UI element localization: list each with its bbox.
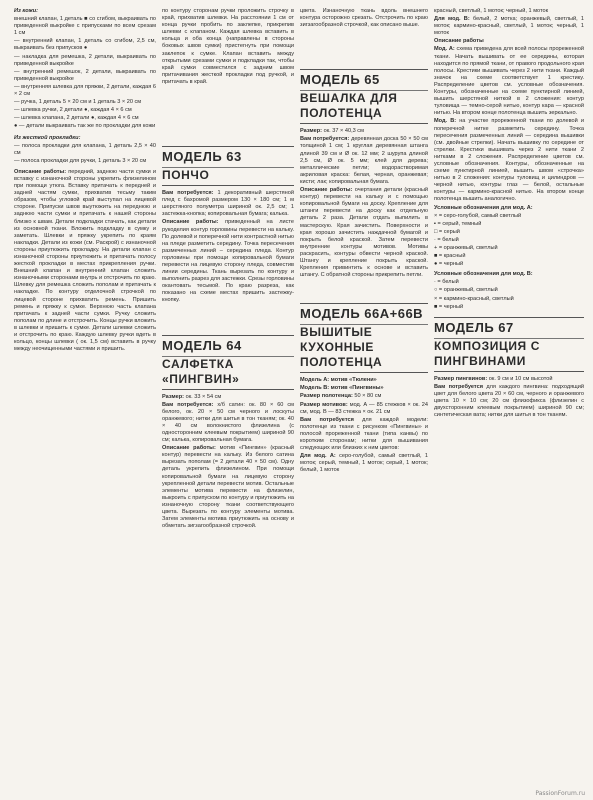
- need-value: для каждой модели: полотенце из ткани с рисунком «Пингвины» и полосой прореженной ткани (типа канвы) по коротким сторонам; нитки для вышивания следующих или близких к ним цветов:: [300, 416, 428, 452]
- model-65-heading: [300, 69, 428, 124]
- list-item: — полоса прокладки для клапана, 1 деталь 2,5 × 40 см: [14, 142, 156, 156]
- work-b-label: Мод. В:: [434, 118, 457, 125]
- work-label: Описание работы:: [14, 168, 67, 175]
- legend-item: ▪ = серый, темный: [434, 220, 482, 227]
- list-item: — накладка для ремешка, 2 детали, выкраивать по приведенной выкройке: [14, 53, 156, 67]
- outer-material-label: Из кожи:: [14, 8, 39, 14]
- size-label: Размер:: [162, 393, 185, 400]
- legend-item: □ = серый: [434, 228, 460, 235]
- need-value: для каждого пингвина: подходящий цвет для белого цвета 20 × 60 см, черного и оранжевого цвета 10 × 10 см; 20 см флизофикса (флизелин с двухсторонним клеевым покрытием) шириной 90 см; синтетическая вата; нитки для шитья в тон тканям.: [434, 383, 584, 419]
- work-a-text: схема приведена для всей полосы прореженной ткани. Начать вышивать от ее середины, которая находится по прямой ткани, от правого продольного края полосы. Крестики вышивать через 2 нити ткани. Каждый значок на схеме соответствует 1 крестику. Распределение цветов см. условные обозначения. Контуры, обозначенные на схеме пунктирной линией, вышить шерстяной ниткой в 2 сложения: контур туловища — темно-серой нитью, контур кара — красной нитью. На втором конце полотенца вышить зеркально.: [434, 46, 584, 117]
- size-value: 50 × 80 см: [354, 393, 382, 400]
- list-item: — внутренняя шлевка для пряжки, 2 детали, каждая 6 × 2 см: [14, 83, 156, 98]
- model-b-label: Для мод. В:: [434, 16, 470, 23]
- legend-item: · = белый: [434, 279, 459, 286]
- need-text: [162, 402, 294, 445]
- need-text: [162, 190, 294, 218]
- work-a: [434, 46, 584, 117]
- legend-item: ● = черный: [434, 261, 464, 268]
- legend-title: Условные обозначения для мод. А:: [434, 204, 533, 211]
- need-text: [300, 136, 428, 186]
- work-description: [162, 219, 294, 304]
- legend-item: × = серо-голубой, самый светлый: [434, 212, 522, 219]
- work-b: [434, 118, 584, 203]
- work-text: мотив «Пингвин» (красный контур) перевести на кальку. Из белого сатина вырезать пополам (= 2 детали 40 × 50 см). Одну деталь укрепить флизелином. При помощи копировальной бумаги на лицевую сторону укрепленной детали перевести мотив. Остальные элементы мотива перевести на флизелин, выкроить с припуском по контуру и приутюжить на изнаночную сторону ткани соответствующего цвета. Вырезать по контуру элементы мотива. Затем элементы мотива приутюжить на основу и обметать зигзагообразной строчкой.: [162, 445, 294, 530]
- column-3: [300, 8, 428, 800]
- work-a-label: Мод. А:: [434, 46, 455, 53]
- size-text: [162, 394, 294, 401]
- need-label: Вам потребуется:: [162, 401, 214, 408]
- outer-material-list: [14, 16, 156, 130]
- work-b-text: на участке прореженной ткани по долевой и поперечной нитке разметить середину. Точка пересечения размеченных линий — середина вышивки (см. двойные стрелки). Начать вышивку по середине от стрелки. Крестики вышивать через 2 нити ткани 2 нитками в 2 сложения. Распределение цветов см. условные обозначения. Контуры, обозначенные на схеме пунктирной линией, вышить швом «строчка» нитью в 2 сложения: контуры туловищ и цилиндров — черной нитью, контуры глаз — белой, остальные контуры — кармино-красной нитью. На втором конце полотенца вышить аналогично.: [434, 118, 584, 203]
- size-value: ок. 33 × 54 см: [185, 393, 222, 400]
- list-item: — внутренний ремешок, 2 детали, выкраивать по приведенной выкройке: [14, 68, 156, 82]
- model-title: ВЕШАЛКА ДЛЯ ПОЛОТЕНЦА: [300, 91, 398, 121]
- legend-item: ■ = черный: [434, 303, 464, 310]
- model-67-heading: [434, 317, 584, 372]
- model-title: ВЫШИТЫЕ КУХОННЫЕ ПОЛОТЕНЦА: [300, 325, 383, 370]
- size-text: [434, 376, 584, 383]
- motif-a: Модель А: мотив «Тюлени»: [300, 377, 377, 384]
- motif-size-label: Размер мотивов:: [300, 401, 348, 408]
- work-text: очертания детали (красный контур) перевести на кальку и с помощью копировальной бумаги на доску. Крепление для штанги перевести на доску как отдельную деталь 2 раза. Детали отдать выпилить в мастерскую. Края зачистить. Поверхности и края хорошо зачистить наждачной бумагой и покрыть белой краской. Затем перевести внутренние контуры мотивов. Мотивы раскрасить, контуры обвести черной краской. Штангу и крепление покрыть краской. Крепления привинтить к основе и вставить штангу. С обратной стороны прикрепить петли.: [300, 187, 428, 279]
- size-text: [300, 393, 428, 400]
- legend-item: + = оранжевый, светлый: [434, 245, 498, 251]
- model-title: САЛФЕТКА «ПИНГВИН»: [162, 356, 240, 386]
- model-number: МОДЕЛЬ 67: [434, 319, 514, 335]
- list-item: — полоса прокладки для ручки, 1 деталь 3 × 20 см: [14, 157, 147, 164]
- size-label: Размер полотенца:: [300, 393, 353, 400]
- size-label: Размер пингвинов:: [434, 375, 488, 382]
- list-item: ● — детали выкраивать так же по прокладки для кожи: [14, 123, 156, 130]
- size-value: ок. 37 × 40,3 см: [323, 128, 364, 135]
- motif-size-text: [300, 402, 428, 416]
- lead-text: красный, светлый, 1 моток; черный, 1 моток: [434, 8, 549, 14]
- need-label: Вам потребуется:: [300, 136, 350, 143]
- work-description: [14, 169, 156, 353]
- work-label: Описание работы: [434, 38, 484, 45]
- model-title: КОМПОЗИЦИЯ С ПИНГВИНАМИ: [434, 338, 540, 368]
- work-label: Описание работы:: [162, 445, 216, 452]
- legend-item: · = белый: [434, 236, 459, 243]
- lead-text: по контуру сторонам ручки проложить строчку в край, прихватив шлевки. На расстоянии 1 см от конца ручки пробить по заклепке, прикрепив шлевки с клапаном. Каждая шлевка вставить в кольца и оба конца (направлены в стороны боковых швов сумки) пристегнуть при помощи заклепок к сумке. Клапан вставить между открытыми срезами сумки и подкладки так, чтобы край сумки совместился с задним швом притачивания жесткой прокладки под ручкой, и притачать в край.: [162, 8, 294, 85]
- size-text: [300, 128, 428, 135]
- model-b-value: белый, 2 мотка; оранжевый, светлый, 1 моток; кармино-красный, светлый, 1 моток; черный, 1 моток: [434, 16, 584, 37]
- need-value: деревянная доска 50 × 50 см толщиной 1 см; 1 круглая деревянная штанга длиной 39 см и Ø ок. 12 мм; 2 шурупа длиной 2,5 см, Ø ок. 5 мм; клей для дерева; металлические петли; водорастворимая акриловая краска: белая, черная, оранжевая; кисти; лак; копировальная бумага.: [300, 136, 428, 185]
- model-66-heading: [300, 303, 428, 373]
- work-text: передний, заднюю части сумки и вставку с изнаночной стороны укрепить флизелином при помощи утюга. Вставку притачать к передней и задней частям сумки, прихватив тесьму таким образом, чтобы угловой край выступал на лицевой стороне. Припуски швов выутюжить на переднюю и заднюю части сумки и притачать к нашей стороны близко к швам. Детали подкладки стачать, как детали из основной ткани. Вложить подкладку в сумку и заметать. Шлевки и пряжку укрепить по краям накладки. Детали из кожи (см. Раскрой) с изнаночной стороны приутюжить прокладку. На детали клапан с изнаночной стороны приутюжить и притачать полосу жесткой прокладки в местах прикрепления ручки. Внешний клапан и внутренний клапан сложить изнаночными сторонами внутрь и отстрочить по краю. Шлевку для ремешка сложить пополам и притачать к накладке. По контуру отделочной строчкой по лицевой стороне прихватить ремень. Пришить ремень и пряжку к сумке. Верхнюю часть клапана притачать к задней части сумки. Ручку сложить пополам по длине и отстрочить. Концы ручки вложить в шлевки и пришить к сумке. Детали шлевки сложить и отстрочить по краю. Каждую шлевку ручки вдеть в кольцо, концы шлевки ( ок. 1,5 см) вставить в ручку между неочищенными частями и пришить.: [14, 168, 156, 353]
- column-4: [434, 8, 584, 800]
- column-2: [162, 8, 294, 800]
- work-label: Описание работы:: [300, 187, 353, 194]
- model-a-colors: [300, 453, 428, 474]
- list-item: — ручка, 1 деталь 5 × 20 см и 1 деталь 3 × 20 см: [14, 99, 142, 106]
- work-label: Описание работы:: [162, 219, 219, 226]
- model-a-value: серо-голубой, самый светлый, 1 моток; серый, темный, 1 моток; серый, 1 моток; белый, 1 моток: [300, 453, 428, 474]
- motif-b: Модель В: мотив «Пингвины»: [300, 385, 384, 392]
- list-item: внешний клапан, 1 деталь ■ со сгибом, выкраивать по приведенной выкройке с припусками по всем срезам 1 см: [14, 16, 156, 37]
- model-number: МОДЕЛЬ 64: [162, 337, 242, 353]
- need-value: х/б сатин: ок. 80 × 60 см белого, ок. 20 × 50 см черного и лоскуты оранжевого; нитки для шитья в тон тканям; ок. 40 × 40 см волокнистого флизелина (с односторонним клеевым покрытием) шириной 90 см; калька, копировальная бумага.: [162, 401, 294, 444]
- work-description: [300, 187, 428, 279]
- lead-text: цвета. Изнаночную ткань вдоль внешнего контура осторожно срезать. Отстрочить по краю зигзагообразной строчкой, как описано выше.: [300, 8, 428, 29]
- legend-b: [434, 271, 584, 310]
- model-number: МОДЕЛЬ 63: [162, 149, 242, 165]
- size-value: ок. 9 см и 10 см высотой: [488, 375, 553, 382]
- need-text: [434, 384, 584, 419]
- need-label: Вам потребуется:: [162, 190, 214, 197]
- list-item: — шлевка клапана, 2 детали ●, каждая 4 × 6 см: [14, 115, 139, 122]
- need-label: Вам потребуется: [300, 416, 354, 423]
- motif-size-value: мод. А — 85 стежков × ок. 24 см, мод. В — 83 стежка × ок. 21 см: [300, 401, 428, 415]
- legend-a: [434, 205, 584, 269]
- work-description: [162, 445, 294, 530]
- list-item: — шлевка ручки, 2 детали ●, каждая 4 × 6 см: [14, 107, 132, 114]
- model-title: ПОНЧО: [162, 168, 210, 183]
- legend-item: ■ = красный: [434, 253, 466, 260]
- list-item: — внутренний клапан, 1 деталь со сгибом, 2,5 см, выкраивать без припусков ●: [14, 38, 156, 52]
- model-64-heading: [162, 335, 294, 390]
- hard-material-label: Из жесткой прокладки:: [14, 134, 81, 141]
- legend-item: ○ = оранжевый, светлый: [434, 287, 498, 294]
- need-value: 1 декоративный шерстяной плед с бахромой размером 130 × 180 см; 1 м шерстяного полуметра шириной ок. 2,5 см; 1 застежка-кнопка; копировальная бумага; калька.: [162, 190, 294, 218]
- model-a-label: Для мод. А:: [300, 453, 336, 460]
- model-number: МОДЕЛЬ 65: [300, 72, 380, 88]
- model-b-colors: [434, 16, 584, 37]
- model-63-heading: [162, 146, 294, 186]
- column-1: [14, 8, 156, 800]
- size-label: Размер:: [300, 128, 323, 135]
- watermark: PassionForum.ru: [535, 789, 585, 797]
- legend-item: × = кармино-красный, светлый: [434, 295, 514, 302]
- model-number: МОДЕЛЬ 66А+66В: [300, 306, 424, 322]
- need-text: [300, 417, 428, 452]
- legend-title: Условные обозначения для мод. В:: [434, 271, 533, 278]
- work-text: приведенный на листе рукоделия контур горловины перевести на кальку. По долевой и поперечной нити контрастной нитью на пледе разметить середину. Точка пересечения размеченных линий – середина пледа. Контур горловины при помощи копировальной бумаги перевести на лицевую сторону пледа, совместив линии середины. Ткань вырезать по контуру и выполнить разрез для застежки. Срезы горловины окантовать тесьмой. По краю разреза, как показано на схеме местах пришить застежку-кнопку.: [162, 219, 294, 304]
- need-label: Вам потребуется: [434, 383, 483, 390]
